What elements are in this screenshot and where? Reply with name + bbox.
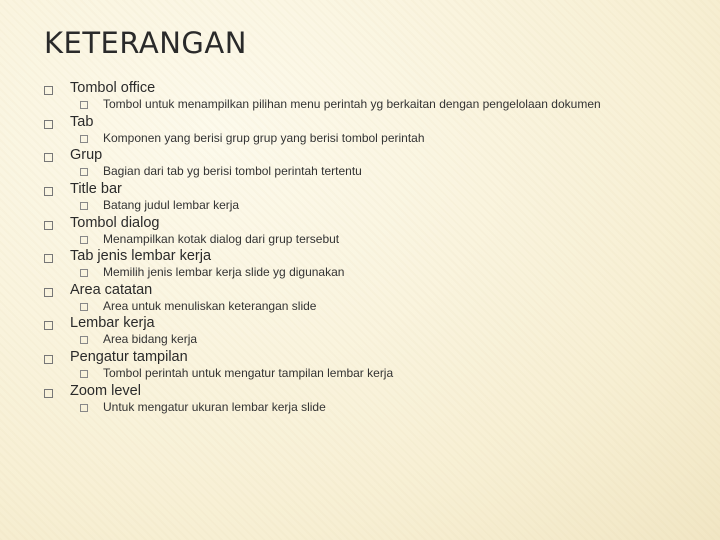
square-bullet-icon [44, 254, 53, 263]
item-description: Menampilkan kotak dialog dari grup tersebut [103, 232, 340, 246]
item-label: Area catatan [70, 282, 153, 298]
item-label: Tab [70, 114, 94, 130]
square-bullet-icon [44, 153, 53, 162]
item-description: Area untuk menuliskan keterangan slide [103, 299, 317, 313]
square-bullet-icon [80, 101, 88, 109]
item-description: Memilih jenis lembar kerja slide yg digunakan [103, 265, 345, 279]
square-bullet-icon [44, 187, 53, 196]
square-bullet-icon [80, 168, 88, 176]
item-label: Title bar [70, 181, 122, 197]
item-label: Lembar kerja [70, 315, 155, 331]
item-label: Tombol dialog [70, 215, 160, 231]
list-item [0, 383, 720, 417]
item-description: Batang judul lembar kerja [103, 198, 240, 212]
square-bullet-icon [80, 135, 88, 143]
square-bullet-icon [44, 86, 53, 95]
list-item [0, 114, 720, 148]
list-item [0, 349, 720, 383]
list-item [0, 248, 720, 282]
square-bullet-icon [80, 303, 88, 311]
square-bullet-icon [80, 269, 88, 277]
square-bullet-icon [44, 221, 53, 230]
square-bullet-icon [44, 288, 53, 297]
item-label: Tab jenis lembar kerja [70, 248, 212, 264]
square-bullet-icon [80, 370, 88, 378]
square-bullet-icon [44, 120, 53, 129]
item-label: Tombol office [70, 80, 156, 96]
item-description: Komponen yang berisi grup grup yang berisi tombol perintah [103, 131, 425, 145]
square-bullet-icon [80, 236, 88, 244]
item-label: Zoom level [70, 383, 141, 399]
item-label: Pengatur tampilan [70, 349, 188, 365]
list-item [0, 80, 720, 114]
item-description: Tombol untuk menampilkan pilihan menu perintah yg berkaitan dengan pengelolaan dokumen [103, 97, 601, 111]
square-bullet-icon [80, 404, 88, 412]
item-description: Bagian dari tab yg berisi tombol perintah tertentu [103, 164, 362, 178]
item-label: Grup [70, 147, 103, 163]
item-description: Tombol perintah untuk mengatur tampilan lembar kerja [103, 366, 394, 380]
square-bullet-icon [80, 202, 88, 210]
square-bullet-icon [80, 336, 88, 344]
item-description: Untuk mengatur ukuran lembar kerja slide [103, 400, 326, 414]
list-item [0, 147, 720, 181]
square-bullet-icon [44, 389, 53, 398]
list-item [0, 181, 720, 215]
list-item [0, 215, 720, 249]
list-item [0, 282, 720, 316]
item-description: Area bidang kerja [103, 332, 198, 346]
slide-title: KETERANGAN [44, 26, 247, 60]
list-item [0, 315, 720, 349]
square-bullet-icon [44, 355, 53, 364]
square-bullet-icon [44, 321, 53, 330]
